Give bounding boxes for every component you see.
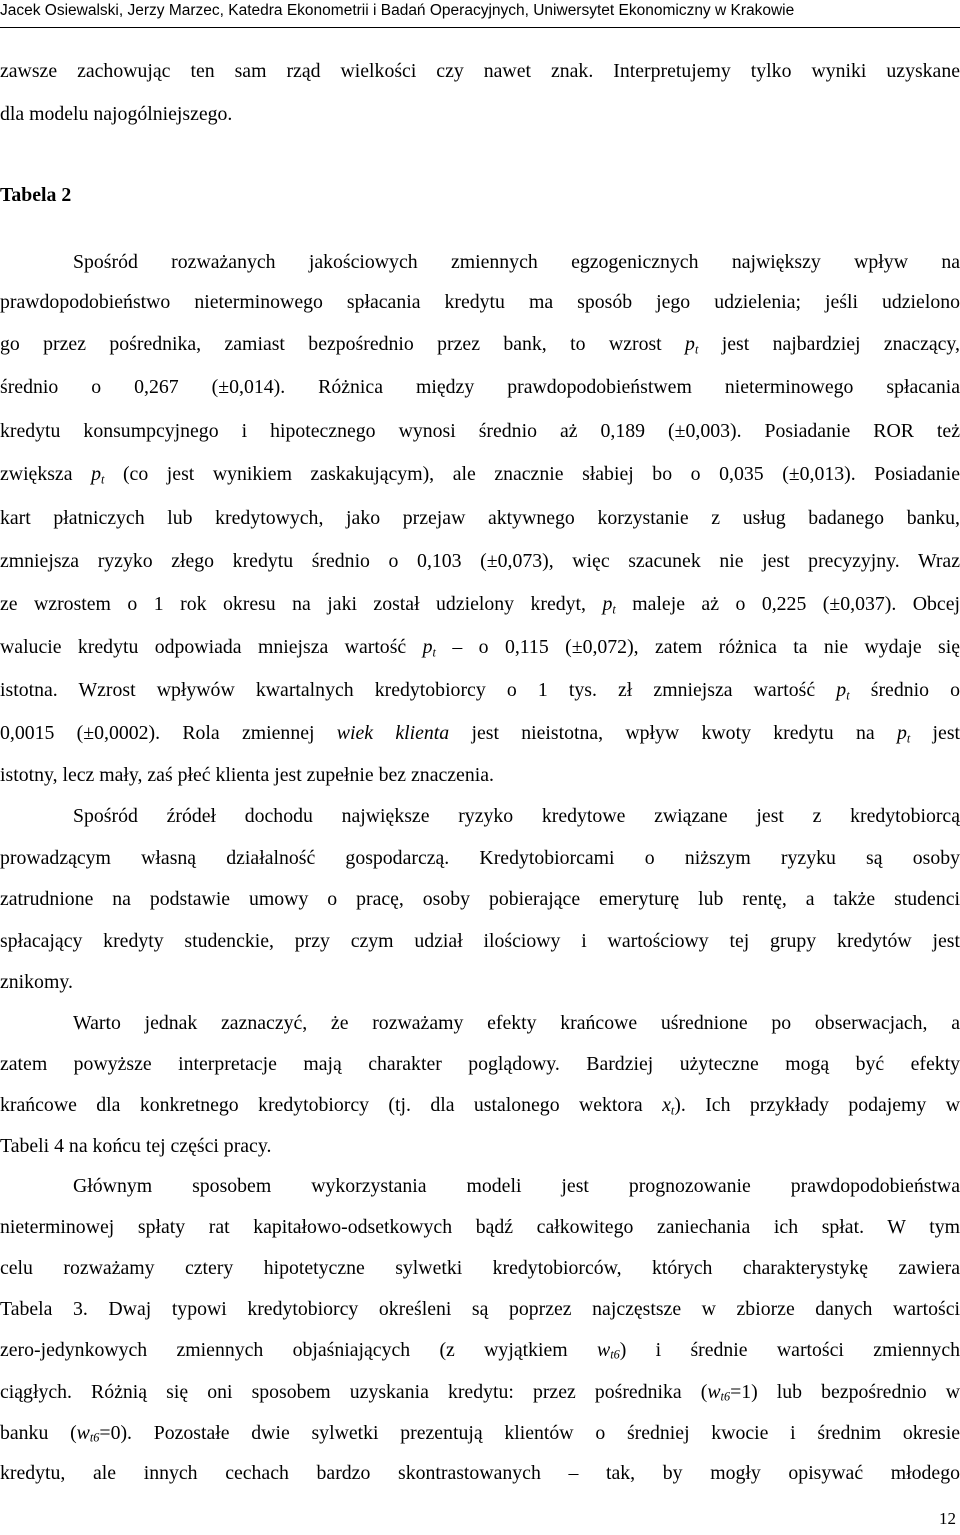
body-text-line: Spośród rozważanych jakościowych zmiennych egzogenicznych największy wpływ na bbox=[73, 251, 960, 273]
body-text-line: istotny, lecz mały, zaś płeć klienta jest zupełnie bez znaczenia. bbox=[0, 764, 494, 786]
body-text-line: Spośród źródeł dochodu największe ryzyko kredytowe związane jest z kredytobiorcą bbox=[73, 805, 960, 827]
body-text-line: dla modelu najogólniejszego. bbox=[0, 103, 233, 125]
body-text-line: kredytu konsumpcyjnego i hipotecznego wynosi średnio aż 0,189 (±0,003). Posiadanie ROR też bbox=[0, 420, 960, 442]
math-p-t: $p_t$ bbox=[836, 679, 850, 703]
body-text-line: nieterminowej spłaty rat kapitałowo-odsetkowych bądź całkowitego zaniechania ich spłat. W tym bbox=[0, 1216, 960, 1238]
body-text-line: spłacający kredyty studenckie, przy czym udział ilościowy i wartościowy tej grupy kredytów jest bbox=[0, 930, 960, 952]
math-p-t: $p_t$ bbox=[91, 463, 105, 487]
italic-term: wiek klienta bbox=[336, 722, 450, 744]
body-text-line: Głównym sposobem wykorzystania modeli jest prognozowanie prawdopodobieństwa bbox=[73, 1175, 960, 1197]
header-rule bbox=[0, 27, 960, 28]
math-p-t: $p_t$ bbox=[602, 593, 616, 617]
body-text-line: zatem powyższe interpretacje mają charakter poglądowy. Bardziej użyteczne mogą być efekty bbox=[0, 1053, 960, 1075]
body-text-line: zawsze zachowując ten sam rząd wielkości czy nawet znak. Interpretujemy tylko wyniki uzyskane bbox=[0, 60, 960, 82]
body-text-line: zatrudnione na podstawie umowy o pracę, osoby pobierające emeryturę lub rentę, a także studenci bbox=[0, 888, 960, 910]
body-text-line: 0,0015 (±0,0002). Rola zmiennej wiek klienta jest nieistotna, wpływ kwoty kredytu na $p_t$ jest bbox=[0, 722, 960, 746]
math-w-t6: $w_{t6}$ bbox=[707, 1381, 731, 1404]
body-text-line: walucie kredytu odpowiada mniejsza wartość $p_t$ – o 0,115 (±0,072), zatem różnica ta nie wydaje się bbox=[0, 636, 960, 660]
body-text-line: banku $(w_{t6}=0)$. Pozostałe dwie sylwetki prezentują klientów o średniej kwocie i średnim okresie bbox=[0, 1422, 960, 1445]
body-text-line: prowadzącym własną działalność gospodarczą. Kredytobiorcami o niższym ryzyku są osoby bbox=[0, 847, 960, 869]
body-text-line: Warto jednak zaznaczyć, że rozważamy efekty krańcowe uśrednione po obserwacjach, a bbox=[73, 1012, 960, 1034]
body-text-line: ze wzrostem o 1 rok okresu na jaki został udzielony kredyt, $p_t$ maleje aż o 0,225 (±0,037). Obcej bbox=[0, 593, 960, 617]
body-text-line: krańcowe dla konkretnego kredytobiorcy (tj. dla ustalonego wektora $x_t$). Ich przykłady podajemy w bbox=[0, 1094, 960, 1118]
math-w-t6: $w_{t6}$ bbox=[596, 1339, 620, 1362]
body-text-line: istotna. Wzrost wpływów kwartalnych kredytobiorcy o 1 tys. zł zmniejsza wartość $p_t$ średnio o bbox=[0, 679, 960, 703]
body-text-line: znikomy. bbox=[0, 971, 73, 993]
body-text-line: ciągłych. Różnią się oni sposobem uzyskania kredytu: przez pośrednika $(w_{t6}=1)$ lub bezpośrednio w bbox=[0, 1381, 960, 1404]
body-text-line: prawdopodobieństwo nieterminowego spłacania kredytu ma sposób jego udzielenia; jeśli udzielono bbox=[0, 291, 960, 313]
table-heading: Tabela 2 bbox=[0, 184, 72, 206]
body-text-line: go przez pośrednika, zamiast bezpośrednio przez bank, to wzrost $p_t$ jest najbardziej znaczący, bbox=[0, 333, 960, 357]
running-head: Jacek Osiewalski, Jerzy Marzec, Katedra Ekonometrii i Badań Operacyjnych, Uniwersytet Ekonomiczny w Krakowie bbox=[0, 2, 795, 19]
body-text-line: zero-jedynkowych zmiennych objaśniających (z wyjątkiem $w_{t6}$) i średnie wartości zmiennych bbox=[0, 1339, 960, 1362]
body-text-line: Tabela 3. Dwaj typowi kredytobiorcy określeni są poprzez najczęstsze w zbiorze danych wartości bbox=[0, 1298, 960, 1320]
page-number: 12 bbox=[939, 1509, 956, 1528]
math-x-t: $x_t$ bbox=[662, 1094, 675, 1118]
math-w-t6: $w_{t6}$ bbox=[76, 1422, 100, 1445]
body-text-line: kart płatniczych lub kredytowych, jako przejaw aktywnego korzystanie z usług badanego banku, bbox=[0, 507, 960, 529]
math-p-t: $p_t$ bbox=[422, 636, 436, 660]
body-text-line: celu rozważamy cztery hipotetyczne sylwetki kredytobiorców, których charakterystykę zawiera bbox=[0, 1257, 960, 1279]
math-p-t: $p_t$ bbox=[685, 333, 699, 357]
math-p-t: $p_t$ bbox=[896, 722, 911, 746]
body-text-line: Tabeli 4 na końcu tej części pracy. bbox=[0, 1135, 272, 1157]
body-text-line: zmniejsza ryzyko złego kredytu średnio o 0,103 (±0,073), więc szacunek nie jest precyzyjny. Wraz bbox=[0, 550, 960, 572]
body-text-line: zwiększa $p_t$ (co jest wynikiem zaskakującym), ale znacznie słabiej bo o 0,035 (±0,013). Posiadanie bbox=[0, 463, 960, 487]
body-text-line: średnio o 0,267 (±0,014). Różnica między prawdopodobieństwem nieterminowego spłacania bbox=[0, 376, 960, 398]
body-text-line: kredytu, ale innych cechach bardzo skontrastowanych – tak, by mogły opisywać młodego bbox=[0, 1462, 960, 1484]
